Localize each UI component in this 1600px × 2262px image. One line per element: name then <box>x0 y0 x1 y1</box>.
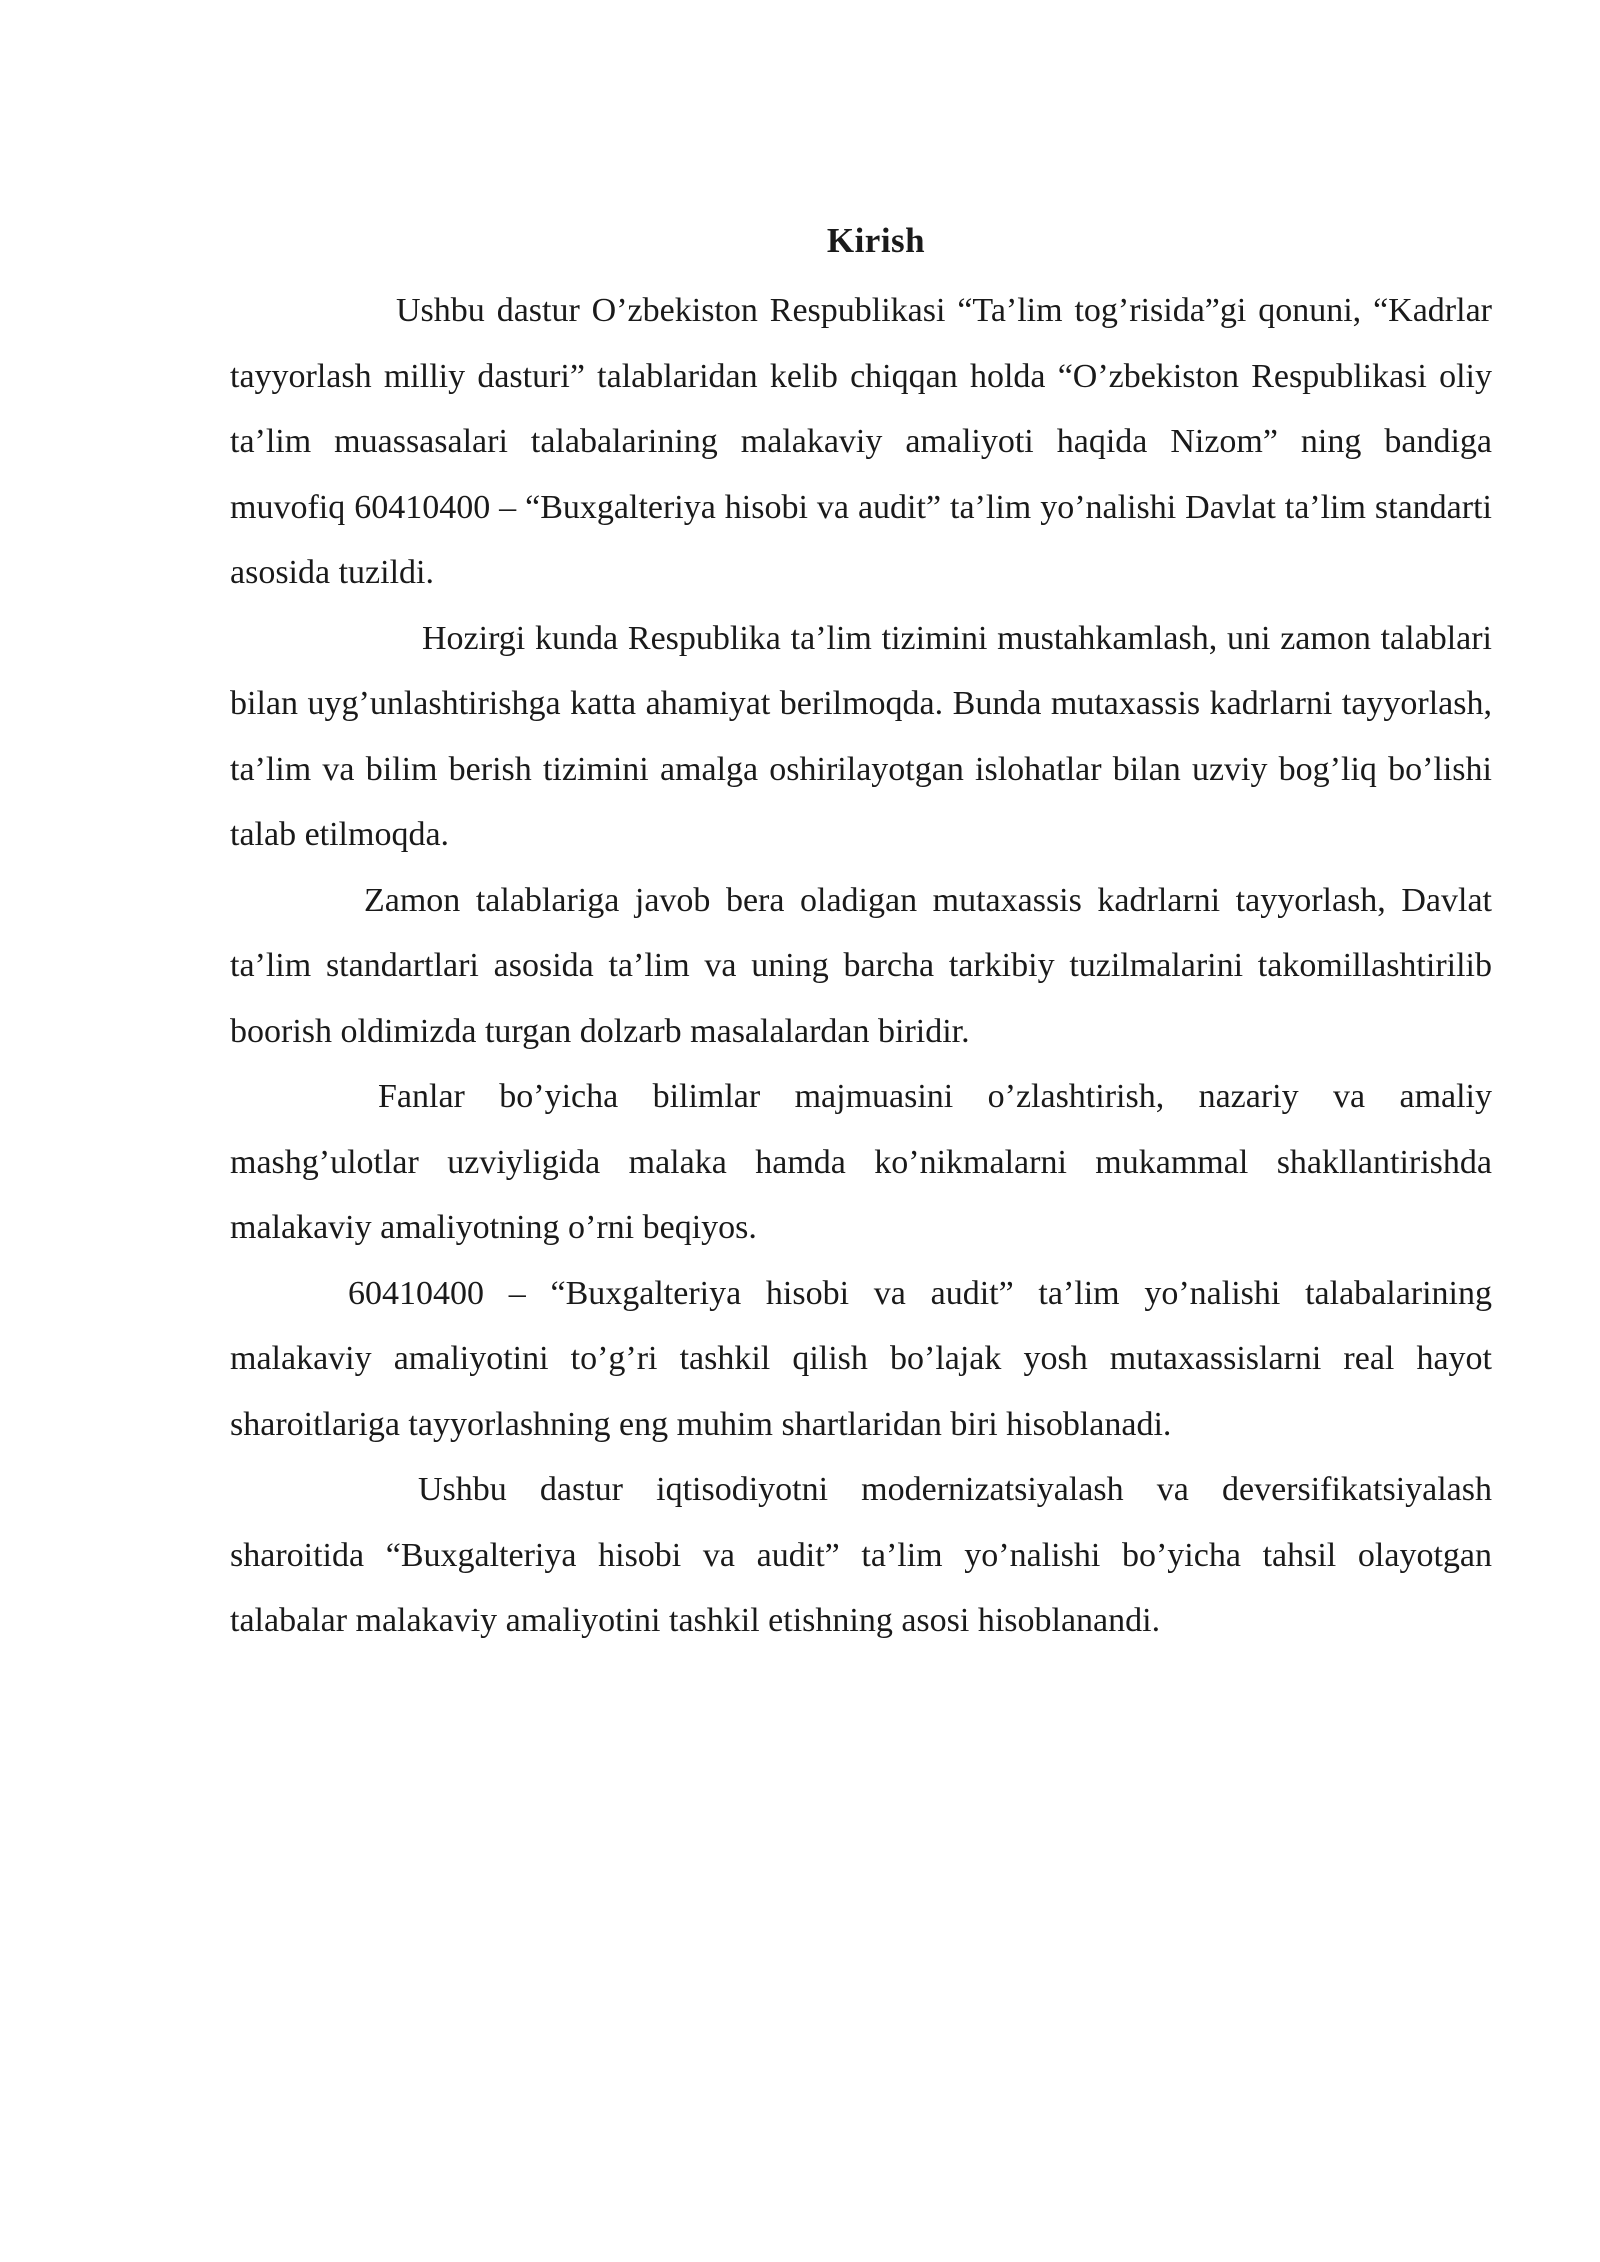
paragraph-6: Ushbu dastur iqtisodiyotni modernizatsiyalash va deversifikatsiyalash sharoitida “Buxgalteriya hisobi va audit” ta’lim yo’nalishi bo’yicha tahsil olayotgan talabalar malakaviy amaliyotini tashkil etishning asosi hisoblanandi. <box>230 1471 1492 1639</box>
document-title: Kirish <box>826 221 926 260</box>
paragraph-4: Fanlar bo’yicha bilimlar majmuasini o’zlashtirish, nazariy va amaliy mashg’ulotlar uzviyligida malaka hamda ko’nikmalarni mukammal shakllantirishda malakaviy amaliyotning o’rni beqiyos. <box>230 1078 1492 1246</box>
paragraph-1: Ushbu dastur O’zbekiston Respublikasi “Ta’lim tog’risida”gi qonuni, “Kadrlar tayyorlash milliy dasturi” talablaridan kelib chiqqan holda “O’zbekiston Respublikasi oliy ta’lim muassasalari talabalarining malakaviy amaliyoti haqida Nizom” ning bandiga muvofiq 60410400 – “Buxgalteriya hisobi va audit” ta’lim yo’nalishi Davlat ta’lim standarti asosida tuzildi. <box>230 292 1492 591</box>
paragraph-2: Hozirgi kunda Respublika ta’lim tizimini mustahkamlash, uni zamon talablari bilan uyg’unlashtirishga katta ahamiyat berilmoqda. Bunda mutaxassis kadrlarni tayyorlash, ta’lim va bilim berish tizimini amalga oshirilayotgan islohatlar bilan uzviy bog’liq bo’lishi talab etilmoqda. <box>230 619 1492 853</box>
paragraph-5: 60410400 – “Buxgalteriya hisobi va audit” ta’lim yo’nalishi talabalarining malakaviy amaliyotini to’g’ri tashkil qilish bo’lajak yosh mutaxassislarni real hayot sharoitlariga tayyorlashning eng muhim shartlaridan biri hisoblanadi. <box>230 1274 1492 1443</box>
document-body <box>230 210 1492 1654</box>
paragraph-3: Zamon talablariga javob bera oladigan mutaxassis kadrlarni tayyorlash, Davlat ta’lim standartlari asosida ta’lim va uning barcha tarkibiy tuzilmalarini takomillashtirilib boorish oldimizda turgan dolzarb masalalardan biridir. <box>230 881 1492 1050</box>
